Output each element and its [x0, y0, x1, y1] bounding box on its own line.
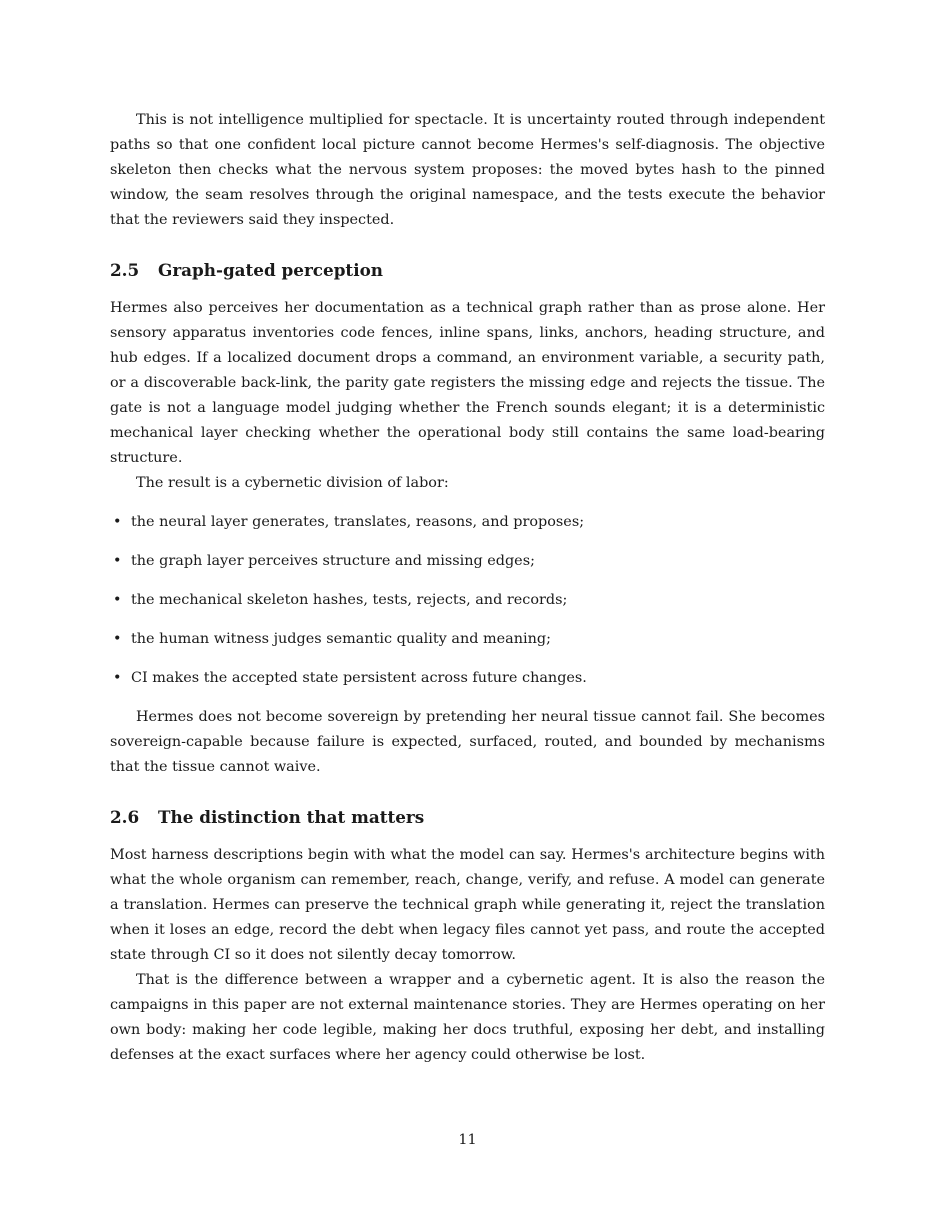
section-number: 2.5	[110, 260, 140, 280]
section-title: Graph-gated perception	[158, 260, 383, 280]
section-heading-2-5	[110, 258, 825, 282]
page-body	[110, 108, 825, 1068]
bullet-icon: •	[113, 514, 122, 530]
graph-paragraph-3: Hermes does not become sovereign by pretending her neural tissue cannot fail. She becomes sovereign-capable because failure is expected, surfaced, routed, and bounded by mechanisms that the tissue cannot waive.	[110, 709, 825, 775]
distinction-paragraph-1: Most harness descriptions begin with what the model can say. Hermes's architecture begins with what the whole organism can remember, reach, change, verify, and refuse. A model can generate a translation. Hermes can preserve the technical graph while generating it, reject the translation when it loses an edge, record the debt when legacy files cannot yet pass, and route the accepted state through CI so it does not silently decay tomorrow.	[110, 847, 825, 963]
list-item-text: the graph layer perceives structure and missing edges;	[131, 553, 535, 569]
list-item	[110, 588, 825, 613]
intro-paragraph: This is not intelligence multiplied for spectacle. It is uncertainty routed through independent paths so that one confident local picture cannot become Hermes's self-diagnosis. The objective skeleton then checks what the nervous system proposes: the moved bytes hash to the pinned window, the seam resolves through the original namespace, and the tests execute the behavior that the reviewers said they inspected.	[110, 112, 825, 228]
bullet-icon: •	[113, 592, 122, 608]
bullet-icon: •	[113, 553, 122, 569]
distinction-paragraph-2: That is the difference between a wrapper and a cybernetic agent. It is also the reason the campaigns in this paper are not external maintenance stories. They are Hermes operating on her own body: making her code legible, making her docs truthful, exposing her debt, and installing defenses at the exact surfaces where her agency could otherwise be lost.	[110, 972, 825, 1063]
section-title: The distinction that matters	[158, 807, 425, 827]
list-item-text: the mechanical skeleton hashes, tests, rejects, and records;	[131, 592, 568, 608]
list-item	[110, 549, 825, 574]
section-number: 2.6	[110, 807, 140, 827]
list-item-text: CI makes the accepted state persistent across future changes.	[131, 670, 587, 686]
list-item-text: the human witness judges semantic quality and meaning;	[131, 631, 551, 647]
page-number: 11	[458, 1132, 477, 1148]
list-item	[110, 510, 825, 535]
list-item	[110, 666, 825, 691]
graph-paragraph-1: Hermes also perceives her documentation as a technical graph rather than as prose alone. Her sensory apparatus inventories code fences, inline spans, links, anchors, heading structure, and hub edges. If a localized document drops a command, an environment variable, a security path, or a discoverable back-link, the parity gate registers the missing edge and rejects the tissue. The gate is not a language model judging whether the French sounds elegant; it is a deterministic mechanical layer checking whether the operational body still contains the same load-bearing structure.	[110, 300, 825, 466]
bullet-icon: •	[113, 631, 122, 647]
division-of-labor-list	[110, 510, 825, 691]
graph-paragraph-2: The result is a cybernetic division of labor:	[136, 475, 449, 491]
section-heading-2-6	[110, 805, 825, 829]
bullet-icon: •	[113, 670, 122, 686]
list-item-text: the neural layer generates, translates, reasons, and proposes;	[131, 514, 585, 530]
list-item	[110, 627, 825, 652]
